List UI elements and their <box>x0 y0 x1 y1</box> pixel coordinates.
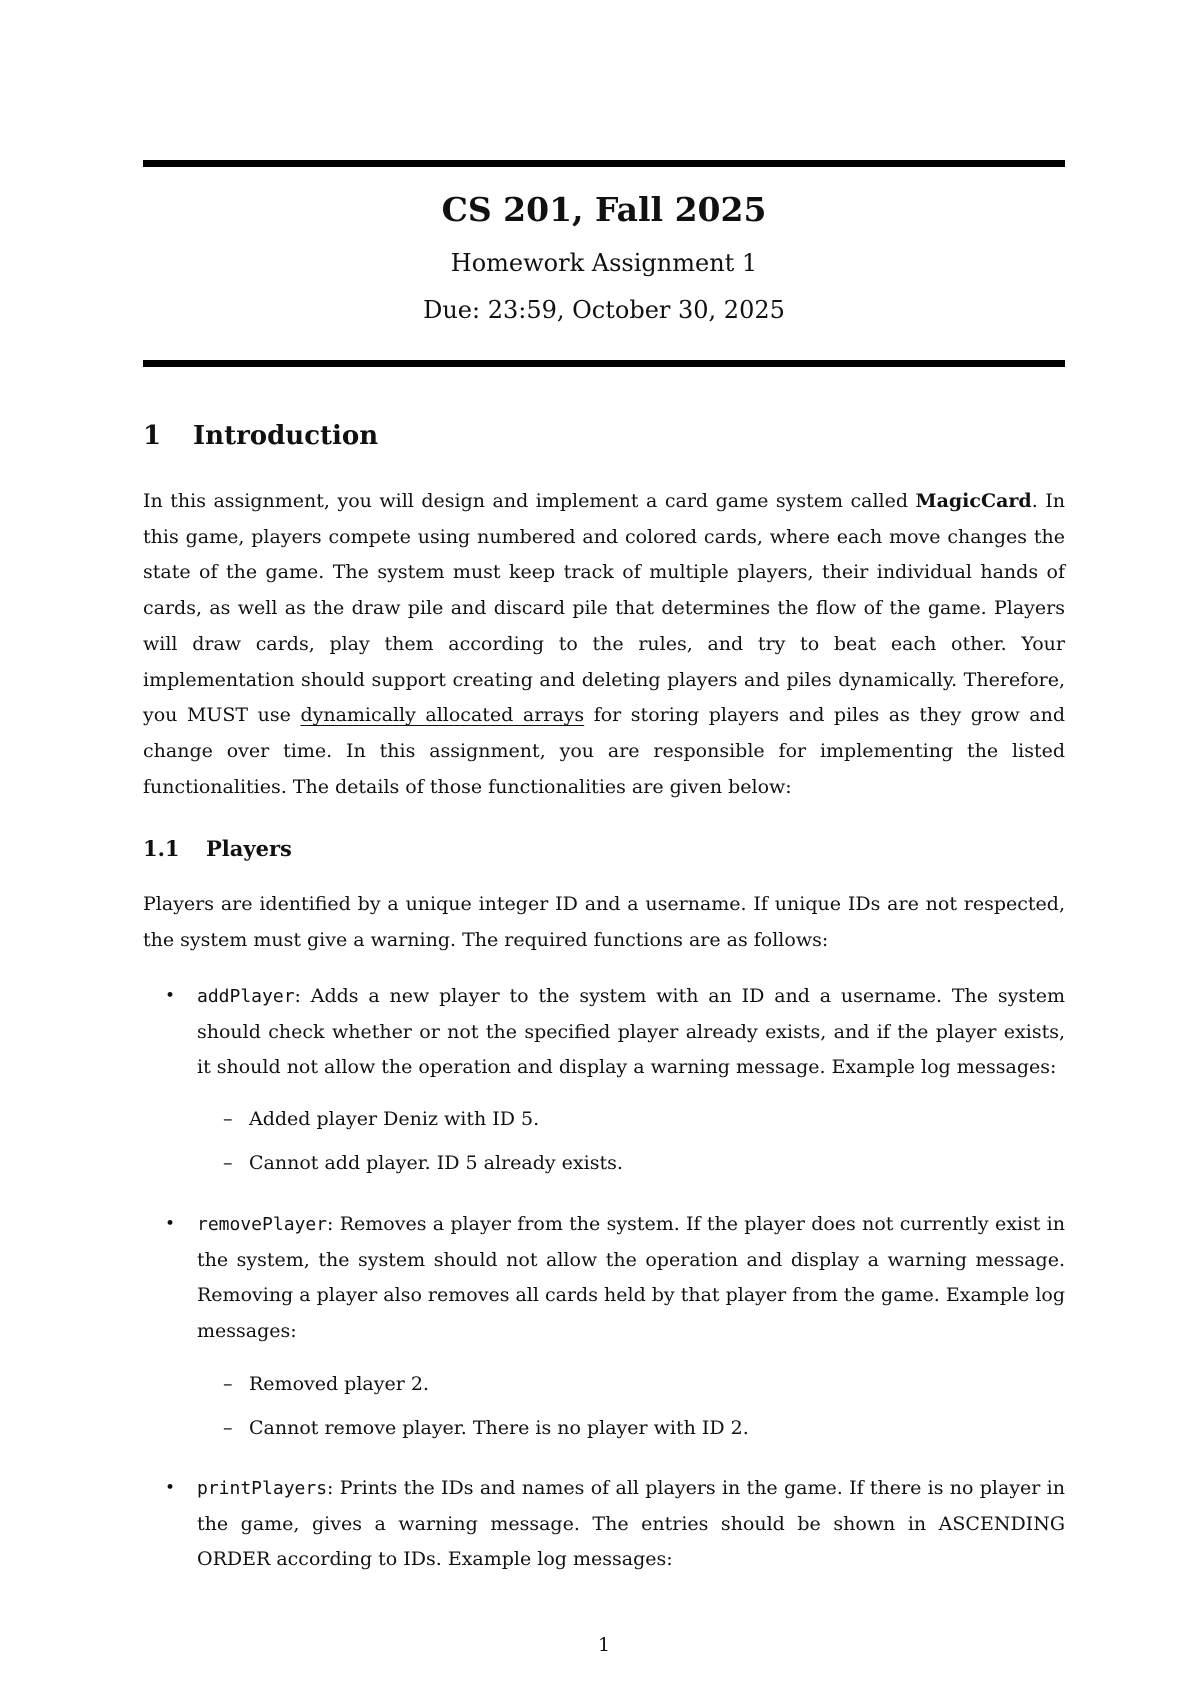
intro-paragraph <box>143 484 1065 805</box>
bullet-icon: • <box>164 1214 176 1234</box>
example-log <box>223 1146 623 1182</box>
example-log <box>223 1411 749 1447</box>
item-description: : Prints the IDs and names of all players in the game. If there is no player in the game, gives a warning message. The entries should be shown in ASCENDING ORDER according to IDs. Example log messages: <box>197 1477 1065 1571</box>
example-text: Cannot add player. ID 5 already exists. <box>249 1152 623 1174</box>
underlined-requirement: dynamically allocated arrays <box>300 704 585 727</box>
assignment-subtitle: Homework Assignment 1 <box>450 249 758 277</box>
course-title: CS 201, Fall 2025 <box>441 190 767 229</box>
game-name: MagicCard <box>915 490 1032 512</box>
bullet-icon: • <box>164 1478 176 1498</box>
item-description: : Adds a new player to the system with an ID and a username. The system should check whether or not the specified player already exists, and if the player exists, it should not allow the operation and display a warning message. Example log messages: <box>197 985 1065 1079</box>
example-log <box>223 1102 539 1138</box>
list-item-addplayer <box>164 979 1065 1086</box>
example-text: Added player Deniz with ID 5. <box>249 1108 540 1130</box>
intro-text-b: . In this game, players compete using numbered and colored cards, where each move changes the state of the game. The system must keep track of multiple players, their individual hands of cards, as well as the draw pile and discard pile that determines the flow of the game. Players will draw cards, play them according to the rules, and try to beat each other. Your implementation should support creating and deleting players and piles dynamically. Therefore, you MUST use <box>143 490 1066 727</box>
header-rule-bottom <box>143 360 1065 367</box>
header-rule-top <box>143 160 1065 167</box>
example-log <box>223 1367 429 1403</box>
subsection-heading-players <box>143 836 292 861</box>
dash-icon: – <box>223 1152 233 1174</box>
section-title: Introduction <box>193 421 379 451</box>
subsection-title: Players <box>206 836 292 861</box>
players-paragraph: Players are identified by a unique integer ID and a username. If unique IDs are not respected, the system must give a warning. The required functions are as follows: <box>143 893 1065 951</box>
dash-icon: – <box>223 1108 233 1130</box>
function-name: removePlayer <box>197 1214 328 1235</box>
list-item-removeplayer <box>164 1207 1065 1350</box>
example-text: Cannot remove player. There is no player with ID 2. <box>249 1417 749 1439</box>
item-description: : Removes a player from the system. If the player does not currently exist in the system, the system should not allow the operation and display a warning message. Removing a player also removes all cards held by that player from the game. Example log messages: <box>197 1213 1065 1343</box>
example-text: Removed player 2. <box>249 1373 429 1395</box>
intro-text-c: for storing players and piles as they grow and change over time. In this assignment, you are responsible for implementing the listed functionalities. The details of those functionalities are given below: <box>143 704 1066 798</box>
section-number: 1 <box>143 421 162 451</box>
function-name: printPlayers <box>197 1478 328 1499</box>
section-heading-introduction <box>143 421 378 451</box>
dash-icon: – <box>223 1373 233 1395</box>
page-number: 1 <box>597 1634 611 1656</box>
subsection-number: 1.1 <box>143 836 180 861</box>
bullet-icon: • <box>164 986 176 1006</box>
function-name: addPlayer <box>197 986 295 1007</box>
intro-text-a: In this assignment, you will design and implement a card game system called <box>143 490 916 512</box>
due-date: Due: 23:59, October 30, 2025 <box>423 296 785 324</box>
dash-icon: – <box>223 1417 233 1439</box>
list-item-printplayers <box>164 1471 1065 1578</box>
